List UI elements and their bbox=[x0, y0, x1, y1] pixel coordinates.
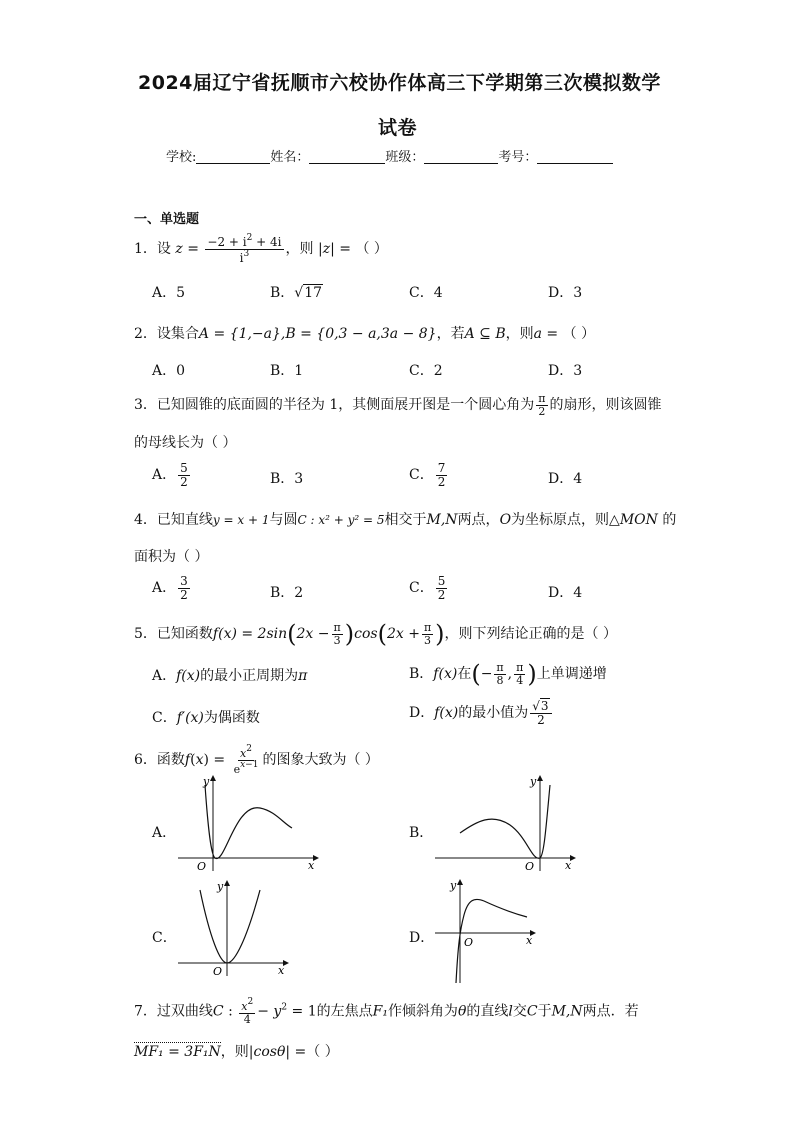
svg-text:x: x bbox=[278, 964, 285, 977]
q5-option-c[interactable]: C．f′(x)为偶函数 bbox=[152, 710, 260, 726]
svg-text:y: y bbox=[450, 879, 457, 892]
q2-option-a[interactable]: A．0 bbox=[152, 363, 186, 379]
q1-option-d[interactable]: D．3 bbox=[548, 285, 583, 301]
svg-text:x: x bbox=[526, 934, 533, 947]
field-school-label: 学校: bbox=[166, 150, 197, 165]
q1-stem-post: ，则 bbox=[285, 241, 314, 258]
q3-option-a[interactable]: A． $\frac{5}{2}$ bbox=[152, 461, 188, 489]
question-7-line2: MF₁ = 3F₁N，则|cosθ| =（ ） bbox=[134, 1044, 339, 1060]
q3-option-b[interactable]: B．3 bbox=[270, 471, 304, 487]
svg-text:O: O bbox=[525, 860, 535, 873]
q1-fraction: $\frac{-2 + i^2 + 4i}{i^3}$ bbox=[207, 233, 282, 265]
q6-option-d-label[interactable]: D． bbox=[409, 930, 435, 946]
q4-option-b[interactable]: B．2 bbox=[270, 585, 304, 601]
q6-graph-b bbox=[432, 773, 577, 873]
q4-option-d[interactable]: D．4 bbox=[548, 585, 583, 601]
q4-option-a[interactable]: A． $\frac{3}{2}$ bbox=[152, 574, 188, 602]
svg-text:O: O bbox=[197, 860, 207, 873]
field-class-label: 班级： bbox=[385, 150, 425, 165]
q6-option-b-label[interactable]: B． bbox=[409, 825, 434, 841]
q3-option-c[interactable]: C． $\frac{7}{2}$ bbox=[409, 461, 446, 489]
exam-title-line2: 试卷 bbox=[378, 117, 418, 139]
question-4-line2: 面积为（ ） bbox=[134, 549, 209, 565]
q1-option-c[interactable]: C．4 bbox=[409, 285, 443, 301]
svg-text:O: O bbox=[213, 965, 223, 978]
q1-option-b[interactable]: B．√17 bbox=[270, 285, 323, 301]
question-5: 5．已知函数f(x) = 2sin(2x − $\frac{\pi}{3}$ )cos(2x + $\frac{\pi}{3}$ )，则下列结论正确的是（ ） bbox=[134, 620, 617, 648]
field-exam-no-blank[interactable] bbox=[537, 149, 613, 164]
q2-option-d[interactable]: D．3 bbox=[548, 363, 583, 379]
question-2: 2．设集合A = {1,−a},B = {0,3 − a,3a − 8}，若A ⊆ B，则a = （ ） bbox=[134, 326, 596, 342]
q2-option-b[interactable]: B．1 bbox=[270, 363, 304, 379]
question-4: 4．已知直线y = x + 1与圆C : x² + y² = 5相交于M,N两点，O为坐标原点，则△MON 的 bbox=[134, 512, 677, 528]
q3-option-d[interactable]: D．4 bbox=[548, 471, 583, 487]
question-7: 7．过双曲线C : $\frac{x^2}{4}$ − $y^2 = 1$的左焦点F₁作倾斜角为θ的直线l交C于M,N两点．若 bbox=[134, 997, 639, 1026]
info-fields bbox=[166, 146, 613, 165]
question-3-line2: 的母线长为（ ） bbox=[134, 435, 237, 451]
q6-option-c-label[interactable]: C． bbox=[152, 930, 177, 946]
q6-graph-d bbox=[432, 875, 542, 985]
field-class-blank[interactable] bbox=[424, 149, 498, 164]
q1-number: 1． bbox=[134, 241, 157, 258]
exam-title-line1: 2024届辽宁省抚顺市六校协作体高三下学期第三次模拟数学 bbox=[138, 72, 661, 94]
field-name-blank[interactable] bbox=[309, 149, 385, 164]
q2-sets: A = {1,−a},B = {0,3 − a,3a − 8} bbox=[198, 326, 437, 342]
q5-option-a[interactable]: A．f(x)的最小正周期为π bbox=[152, 668, 308, 684]
q6-option-a-label[interactable]: A． bbox=[152, 825, 177, 841]
svg-text:y: y bbox=[203, 775, 210, 788]
svg-text:x: x bbox=[308, 859, 315, 872]
q6-graph-c bbox=[175, 878, 295, 978]
q2-option-c[interactable]: C．2 bbox=[409, 363, 443, 379]
question-6: 6．函数f(x) = $\frac{x^2}{e^{x-1}}$ 的图象大致为（ ） bbox=[134, 744, 379, 776]
svg-text:O: O bbox=[464, 936, 474, 949]
question-1: 1．设 z = $\frac{-2 + i^2 + 4i}{i^3}$ ，则 |z| = （ ） bbox=[134, 233, 388, 265]
field-school-blank[interactable] bbox=[196, 149, 270, 164]
svg-text:y: y bbox=[217, 880, 224, 893]
q1-option-a[interactable]: A．5 bbox=[152, 285, 186, 301]
q1-stem: 设 bbox=[156, 241, 171, 258]
field-exam-no-label: 考号： bbox=[498, 150, 538, 165]
q4-option-c[interactable]: C． $\frac{5}{2}$ bbox=[409, 574, 446, 602]
q6-graph-a bbox=[175, 773, 320, 873]
field-name-label: 姓名： bbox=[270, 150, 310, 165]
section-heading: 一、单选题 bbox=[134, 212, 200, 227]
q5-option-b[interactable]: B．f(x)在(− $\frac{\pi}{8}$ , $\frac{\pi}{4}$ )上单调递增 bbox=[409, 660, 607, 688]
question-3: 3．已知圆锥的底面圆的半径为 1，其侧面展开图是一个圆心角为 $\frac{\pi}{2}$ 的扇形，则该圆锥 bbox=[134, 392, 662, 418]
q5-option-d[interactable]: D．f(x)的最小值为 $\frac{√3}{2}$ bbox=[409, 700, 554, 726]
q1-bracket: （ ） bbox=[355, 241, 388, 258]
svg-text:x: x bbox=[565, 859, 572, 872]
svg-text:y: y bbox=[530, 775, 537, 788]
